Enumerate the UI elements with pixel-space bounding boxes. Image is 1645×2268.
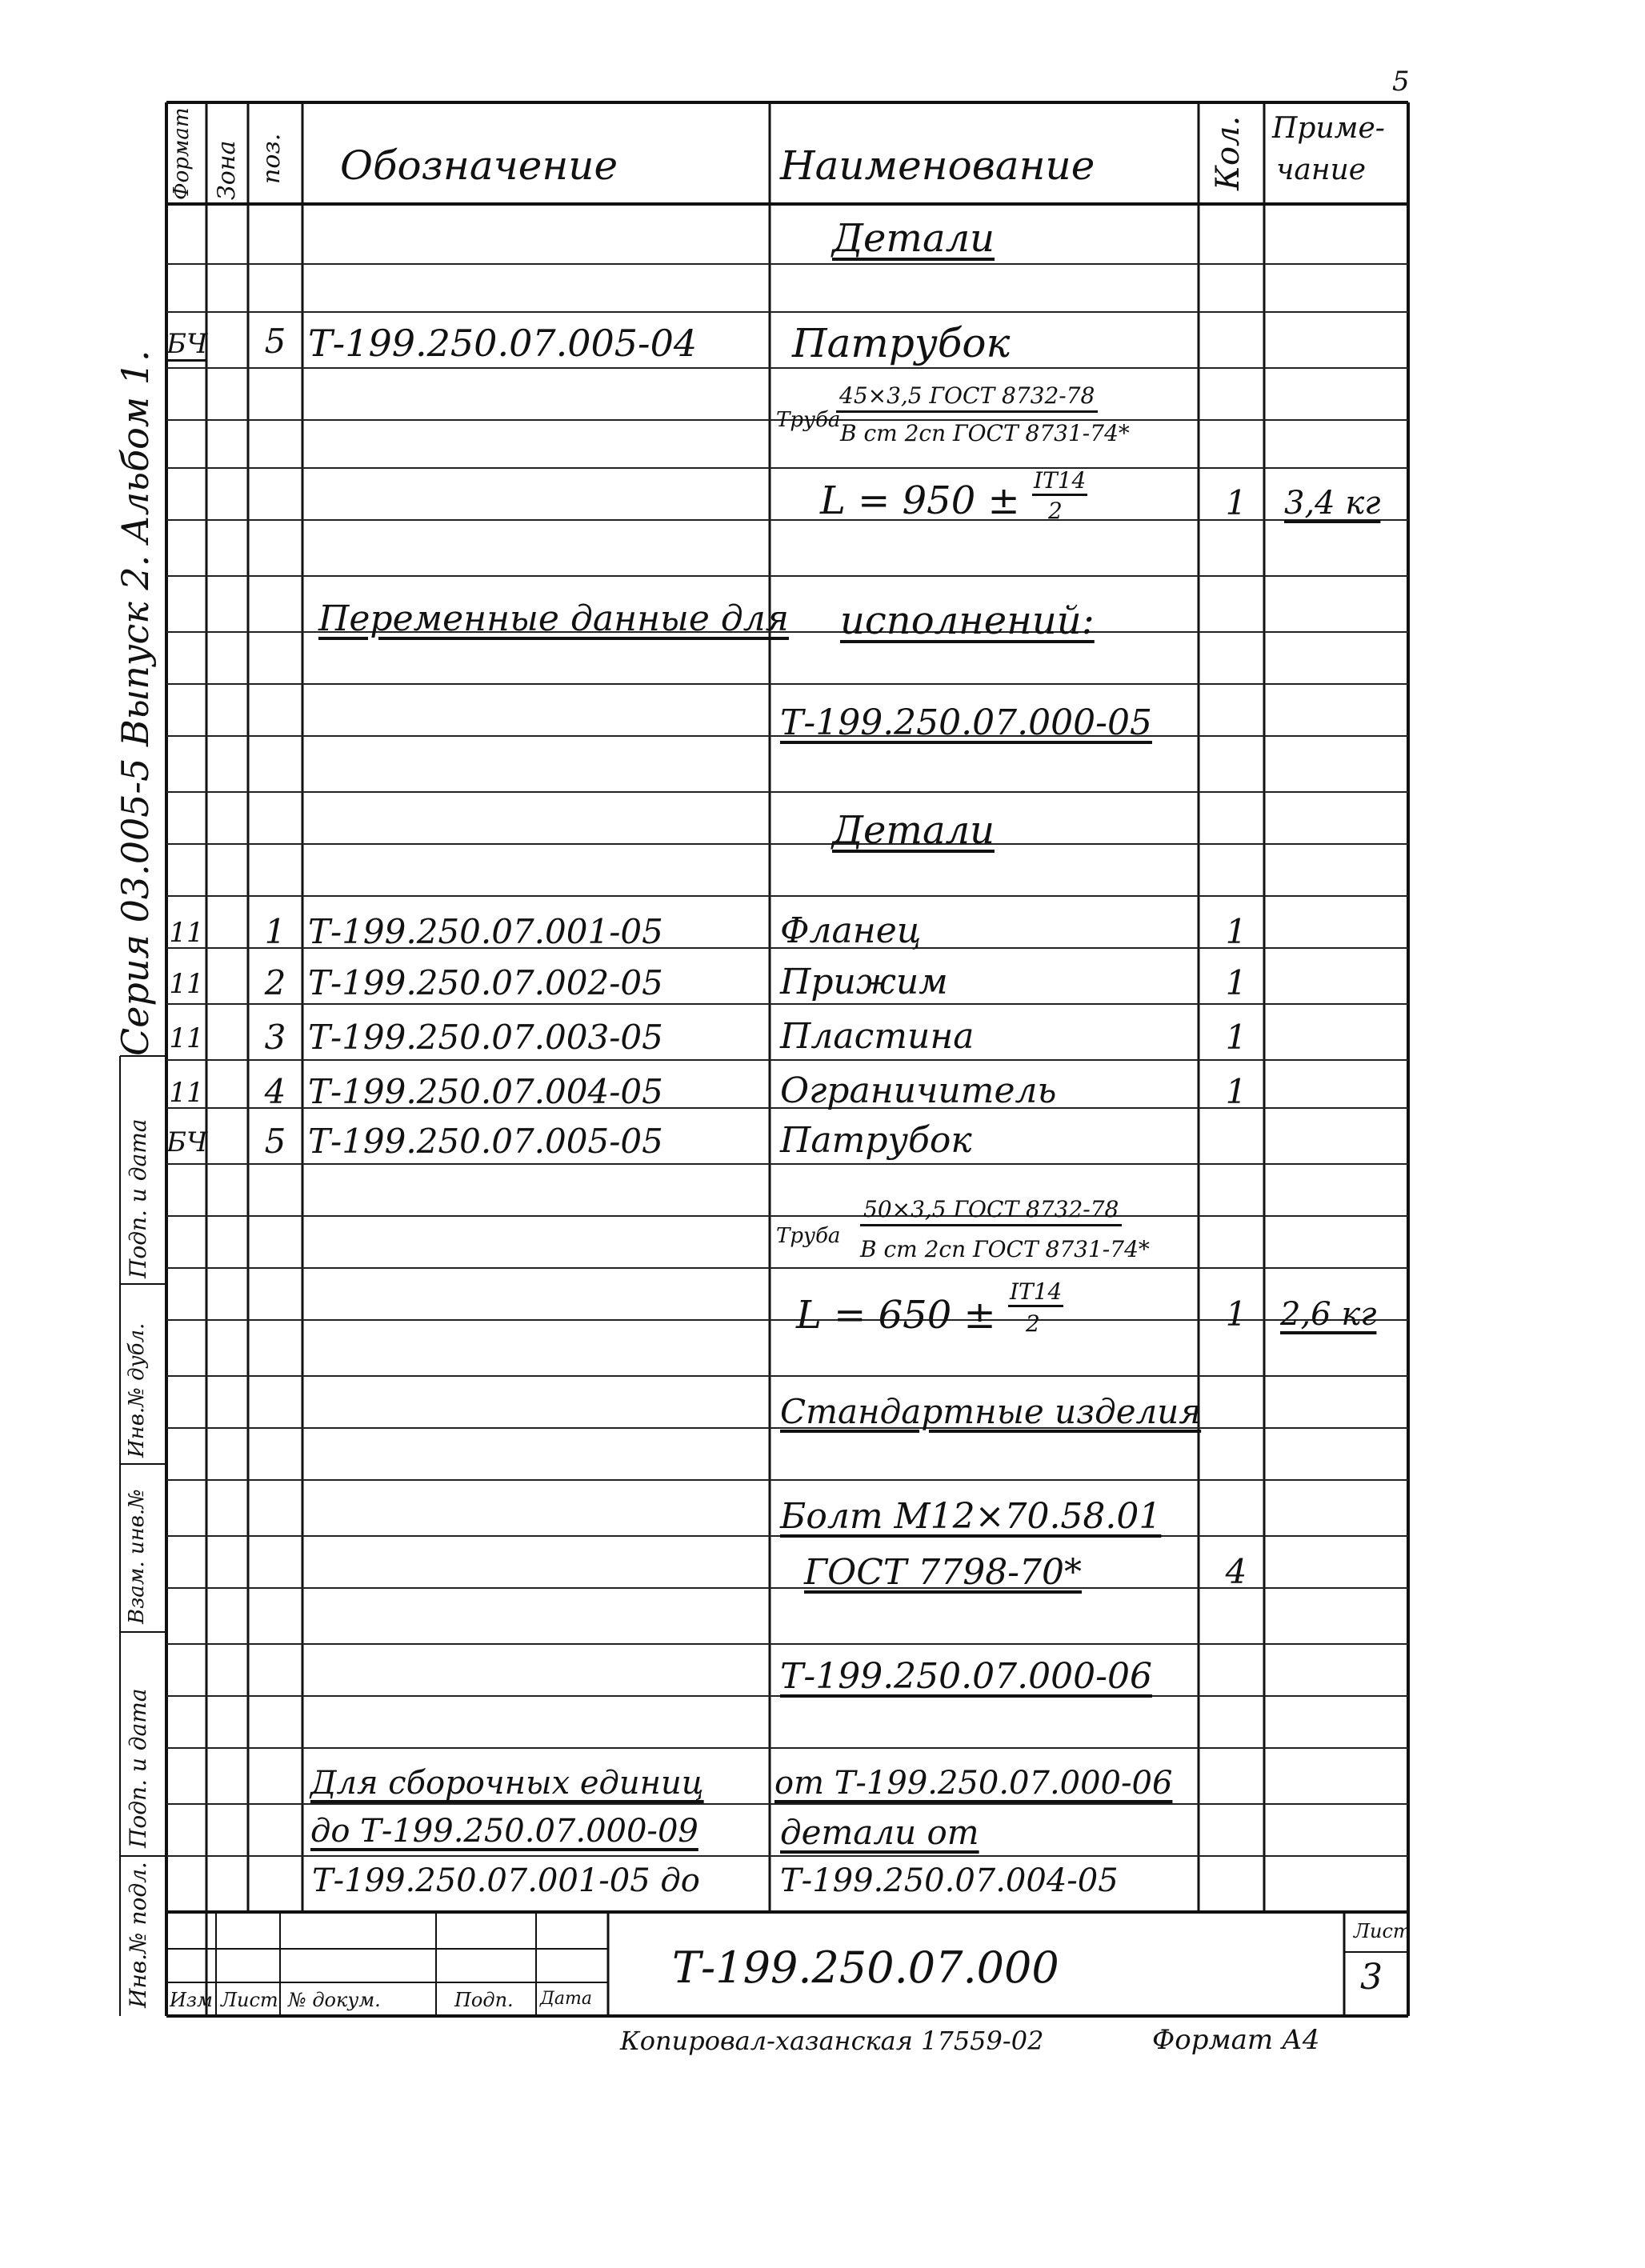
tb-sheet-label: Лист (1354, 1920, 1411, 1942)
tb-data: Дата (540, 1989, 592, 2009)
row-qty: 1 (1225, 483, 1247, 522)
section-details-1: Детали (832, 216, 995, 261)
tb-doc-number: Т-199.250.07.000 (672, 1942, 1059, 1993)
note-line-c2: Т-199.250.07.004-05 (780, 1862, 1119, 1899)
margin-podp-data-1: Подп. и дата (125, 1688, 151, 1848)
note-line-a2: от Т-199.250.07.000-06 (774, 1765, 1173, 1802)
item-designation: Т-199.250.07.002-05 (308, 963, 663, 1002)
length-tolerance-num-2: IT14 (1008, 1278, 1063, 1307)
item-format: 11 (169, 1077, 204, 1109)
pipe-label-2: Труба (776, 1224, 841, 1248)
header-zone: Зона (213, 140, 241, 200)
series-label: Серия 03.005-5 Выпуск 2. Альбом 1. (114, 350, 157, 1056)
margin-inv-dubl: Инв.№ дубл. (125, 1322, 149, 1458)
header-note-line1: Приме- (1272, 112, 1385, 145)
variable-data-heading: Переменные данные для (318, 598, 789, 639)
header-format: Формат (170, 107, 194, 200)
length-value: L = 950 ± (820, 478, 1020, 523)
item-name: Прижим (780, 962, 948, 1002)
margin-inv-podl: Инв.№ подл. (125, 1862, 151, 2008)
tb-izm: Изм (170, 1989, 213, 2011)
item-pos: 3 (264, 1018, 286, 1057)
item-designation: Т-199.250.07.003-05 (308, 1018, 663, 1057)
length-value-2: L = 650 ± (796, 1293, 996, 1338)
header-qty: Кол. (1210, 115, 1247, 190)
row-designation: Т-199.250.07.005-04 (308, 322, 698, 365)
length-tolerance-num: IT14 (1032, 467, 1087, 496)
bolt-gost: ГОСТ 7798-70* (804, 1552, 1083, 1593)
pipe-spec-denominator: В ст 2сп ГОСТ 8731-74* (840, 420, 1130, 446)
item-designation: Т-199.250.07.001-05 (308, 912, 663, 951)
header-designation: Обозначение (340, 142, 618, 189)
variable-data-heading-2: исполнений: (840, 598, 1095, 643)
row-pos: 5 (264, 322, 286, 361)
row-name: Патрубок (792, 320, 1011, 366)
tb-list: Лист (221, 1989, 278, 2011)
length-tolerance-den-2: 2 (1026, 1310, 1040, 1337)
note-line-a1: Для сборочных единиц (310, 1765, 704, 1802)
header-note-line2: чание (1276, 154, 1367, 186)
item-format: БЧ (166, 1126, 208, 1158)
header-pos: поз. (258, 133, 286, 184)
pipe-spec-denominator-2: В ст 2сп ГОСТ 8731-74* (860, 1236, 1150, 1262)
margin-vzam-inv: Взам. инв.№ (125, 1489, 149, 1624)
item-name: Ограничитель (780, 1070, 1057, 1111)
note-line-b2: детали от (780, 1813, 979, 1852)
item-pos: 2 (264, 963, 286, 1002)
row-note-mass: 3,4 кг (1284, 485, 1381, 522)
item-pos: 4 (264, 1072, 286, 1111)
item-qty: 1 (1225, 1018, 1247, 1057)
page-number: 5 (1392, 66, 1410, 98)
bolt-name: Болт М12×70.58.01 (780, 1496, 1162, 1537)
tb-sheet-number: 3 (1360, 1957, 1383, 1998)
tb-ndok: № докум. (288, 1989, 381, 2011)
item-designation: Т-199.250.07.005-05 (308, 1122, 663, 1161)
row-format: БЧ (166, 328, 208, 360)
margin-podp-data-2: Подп. и дата (125, 1118, 151, 1278)
item-designation: Т-199.250.07.004-05 (308, 1072, 663, 1111)
item-format: 11 (169, 917, 204, 949)
row-qty-2: 1 (1225, 1294, 1247, 1334)
footer-copied: Копировал-хазанская 17559-02 (620, 2026, 1044, 2056)
item-qty: 1 (1225, 963, 1247, 1002)
tb-podp: Подп. (454, 1989, 514, 2011)
note-line-b1: до Т-199.250.07.000-09 (310, 1813, 698, 1850)
pipe-spec-numerator-2: 50×3,5 ГОСТ 8732-78 (860, 1196, 1122, 1226)
variant-05: Т-199.250.07.000-05 (780, 702, 1152, 743)
variant-06: Т-199.250.07.000-06 (780, 1656, 1152, 1697)
item-name: Патрубок (780, 1120, 972, 1161)
note-line-c1: Т-199.250.07.001-05 до (312, 1862, 700, 1899)
item-format: 11 (169, 968, 204, 1000)
footer-format: Формат А4 (1152, 2024, 1320, 2056)
item-qty: 1 (1225, 1072, 1247, 1111)
bolt-qty: 4 (1225, 1552, 1247, 1591)
pipe-label: Труба (776, 408, 841, 432)
standard-items-heading: Стандартные изделия (780, 1392, 1202, 1431)
pipe-spec-numerator: 45×3,5 ГОСТ 8732-78 (836, 382, 1098, 413)
item-qty: 1 (1225, 912, 1247, 951)
header-name: Наименование (780, 142, 1095, 189)
row-note-mass-2: 2,6 кг (1280, 1296, 1377, 1333)
item-format: 11 (169, 1022, 204, 1054)
item-pos: 1 (264, 912, 286, 951)
item-name: Фланец (780, 910, 922, 951)
item-pos: 5 (264, 1122, 286, 1161)
length-tolerance-den: 2 (1048, 498, 1063, 524)
section-details-2: Детали (832, 808, 995, 853)
item-name: Пластина (780, 1016, 975, 1057)
